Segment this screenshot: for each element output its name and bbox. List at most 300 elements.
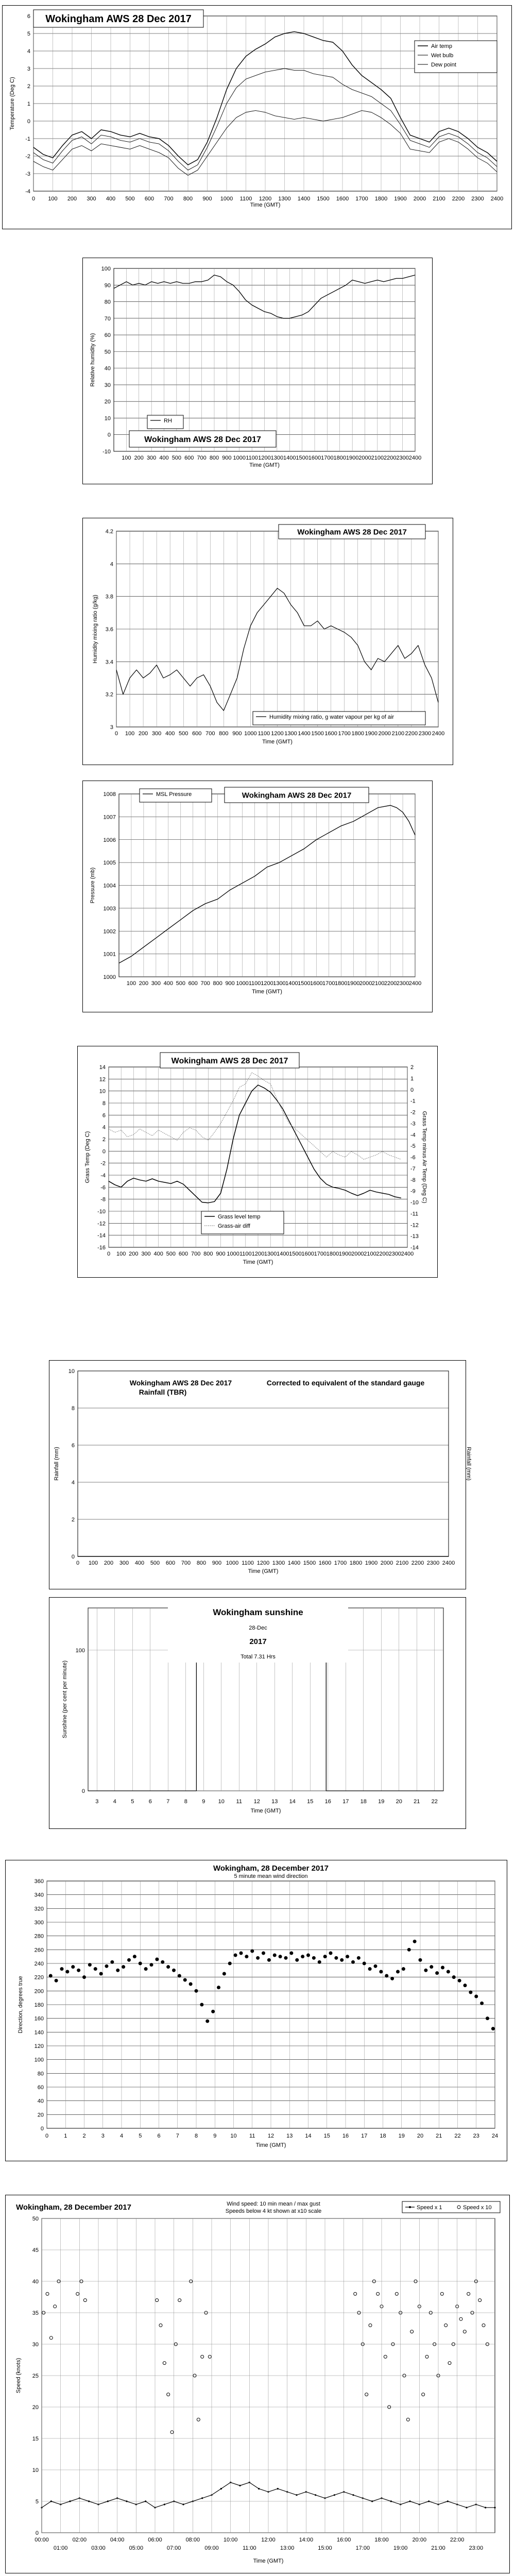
data-point <box>469 1991 472 1994</box>
x-tick-label: 17:00 <box>355 2545 370 2551</box>
chart-msl-pressure <box>83 781 433 1013</box>
y-right-tick-label: -10 <box>410 1199 419 1206</box>
data-point <box>435 1971 439 1975</box>
data-point <box>50 2500 52 2502</box>
data-point <box>145 2500 146 2502</box>
y-tick-label: -10 <box>102 449 111 455</box>
x-tick-label: 100 <box>116 1251 126 1257</box>
data-point <box>409 2500 410 2502</box>
data-point <box>250 1950 254 1953</box>
x-tick-label: 700 <box>181 1560 191 1566</box>
x-tick-label: 100 <box>125 731 135 737</box>
x-tick-label: 300 <box>146 455 157 461</box>
x-tick-label: 09:00 <box>204 2545 219 2551</box>
data-point <box>494 2507 495 2509</box>
y-tick-label: 4 <box>110 561 113 568</box>
x-tick-label: 2300 <box>388 1251 402 1257</box>
x-tick-label: 1800 <box>351 731 364 737</box>
data-point <box>166 1965 170 1969</box>
y-tick-label: 60 <box>37 2084 44 2091</box>
chart-title: Wokingham AWS 28 Dec 2017 <box>171 1056 288 1065</box>
x-tick-label: 2000 <box>380 1560 393 1566</box>
x-tick-label: 800 <box>213 980 222 987</box>
x-tick-label: 15 <box>307 1799 314 1805</box>
data-point <box>491 2027 495 2030</box>
y-tick-label: 4.2 <box>105 529 113 535</box>
x-tick-label: 400 <box>159 455 169 461</box>
y-right-tick-label: 2 <box>410 1064 414 1071</box>
legend-swatch <box>409 2206 411 2208</box>
data-point <box>474 1995 478 1998</box>
data-point <box>402 1967 405 1971</box>
x-tick-label: 1000 <box>244 731 257 737</box>
x-tick-label: 2000 <box>413 196 426 202</box>
chart-relative-humidity <box>83 258 433 485</box>
legend-label: Air temp <box>431 43 452 49</box>
x-tick-label: 1500 <box>303 1560 316 1566</box>
y-tick-label: 20 <box>37 2112 44 2119</box>
x-tick-label: 2400 <box>432 731 445 737</box>
y-tick-label: 5 <box>27 31 30 37</box>
x-tick-label: 1900 <box>338 1251 352 1257</box>
data-point <box>334 1956 338 1960</box>
x-tick-label: 1900 <box>346 455 359 461</box>
y-axis-label: Speed (knots) <box>15 2358 22 2394</box>
data-point <box>315 2494 316 2496</box>
y-tick-label: 340 <box>34 1892 44 1899</box>
y-tick-label: 240 <box>34 1961 44 1967</box>
data-point <box>222 1972 226 1976</box>
y-tick-label: 1000 <box>103 974 116 980</box>
x-tick-label: 1800 <box>333 455 346 461</box>
x-tick-label: 200 <box>104 1560 114 1566</box>
x-tick-label: 2000 <box>358 455 371 461</box>
x-tick-label: 500 <box>166 1251 176 1257</box>
data-point <box>428 2500 430 2502</box>
data-point <box>164 2504 165 2505</box>
y-tick-label: 15 <box>32 2436 39 2442</box>
x-tick-label: 04:00 <box>110 2537 125 2543</box>
y-tick-label: 5 <box>35 2499 39 2505</box>
y-tick-label: 1007 <box>103 814 116 821</box>
y-tick-label: 1003 <box>103 905 116 912</box>
data-point <box>65 1970 69 1974</box>
x-tick-label: 15 <box>323 2133 330 2139</box>
y-tick-label: 10 <box>104 415 111 422</box>
y-tick-label: 4 <box>102 1124 106 1131</box>
data-point <box>407 1948 411 1952</box>
x-tick-label: 300 <box>119 1560 129 1566</box>
x-tick-label: 900 <box>232 731 242 737</box>
x-tick-label: 13 <box>271 1799 278 1805</box>
x-tick-label: 23 <box>473 2133 479 2139</box>
y-tick-label: 100 <box>75 1647 85 1654</box>
x-tick-label: 17 <box>361 2133 368 2139</box>
x-tick-label: 21 <box>436 2133 442 2139</box>
y-tick-label: 0 <box>81 1788 85 1794</box>
data-point <box>447 2500 449 2502</box>
y-right-tick-label: -6 <box>410 1155 416 1161</box>
x-tick-label: 2200 <box>405 731 418 737</box>
data-point <box>201 2497 203 2499</box>
y-tick-label: 3.4 <box>105 659 113 666</box>
x-tick-label: 16 <box>342 2133 349 2139</box>
x-tick-label: 900 <box>216 1251 226 1257</box>
data-point <box>217 1986 220 1989</box>
y-tick-label: 45 <box>32 2247 39 2253</box>
y-tick-label: 14 <box>99 1064 106 1071</box>
x-tick-label: 800 <box>196 1560 207 1566</box>
x-tick-label: 3 <box>95 1799 99 1805</box>
x-axis-label: Time (GMT) <box>253 2558 284 2564</box>
chart-rain-panel <box>49 1360 472 1589</box>
x-tick-label: 20 <box>396 1799 402 1805</box>
x-tick-label: 2200 <box>376 1251 389 1257</box>
y-tick-label: -14 <box>97 1232 106 1239</box>
x-tick-label: 1400 <box>283 455 296 461</box>
y-tick-label: 360 <box>34 1878 44 1885</box>
data-point <box>447 1970 450 1974</box>
y-tick-label: 100 <box>34 2057 44 2063</box>
chart-grass-temperature <box>78 1046 438 1278</box>
y-right-tick-label: -8 <box>410 1177 416 1183</box>
legend-label: Grass level temp <box>218 1214 261 1220</box>
y-tick-label: 80 <box>37 2071 44 2077</box>
x-tick-label: 1800 <box>349 1560 363 1566</box>
x-tick-label: 14 <box>289 1799 296 1805</box>
x-tick-label: 1500 <box>298 980 311 987</box>
x-tick-label: 300 <box>151 980 161 987</box>
y-axis-label: Grass Temp (Deg C) <box>84 1131 91 1183</box>
x-tick-label: 1400 <box>297 196 311 202</box>
y-tick-label: 60 <box>104 332 111 339</box>
x-tick-label: 18 <box>360 1799 367 1805</box>
data-point <box>351 1960 355 1964</box>
x-tick-label: 1000 <box>220 196 233 202</box>
x-axis-label: Time (GMT) <box>249 462 280 468</box>
data-point <box>371 2500 373 2502</box>
y-right-tick-label: -14 <box>410 1245 419 1251</box>
data-point <box>390 2500 392 2502</box>
data-point <box>161 1960 164 1964</box>
x-tick-label: 1300 <box>272 1560 285 1566</box>
x-tick-label: 400 <box>106 196 116 202</box>
data-point <box>485 2507 486 2509</box>
x-tick-label: 10 <box>218 1799 225 1805</box>
x-tick-label: 200 <box>139 980 149 987</box>
data-point <box>77 1969 80 1972</box>
x-tick-label: 1600 <box>318 1560 332 1566</box>
y-tick-label: 50 <box>104 349 111 355</box>
x-tick-label: 1000 <box>236 980 249 987</box>
x-tick-label: 23:00 <box>469 2545 484 2551</box>
y-tick-label: -4 <box>100 1173 106 1179</box>
data-point <box>267 1958 271 1962</box>
x-tick-label: 200 <box>129 1251 139 1257</box>
x-tick-label: 900 <box>222 455 232 461</box>
data-point <box>139 1962 142 1965</box>
x-tick-label: 6 <box>157 2133 161 2139</box>
legend-label: RH <box>164 418 172 424</box>
x-tick-label: 13:00 <box>280 2545 295 2551</box>
x-tick-label: 900 <box>225 980 235 987</box>
data-point <box>69 2500 71 2502</box>
x-tick-label: 1600 <box>310 980 323 987</box>
x-tick-label: 100 <box>88 1560 98 1566</box>
x-tick-label: 0 <box>31 196 36 202</box>
x-tick-label: 06:00 <box>148 2537 162 2543</box>
x-tick-label: 1200 <box>261 980 273 987</box>
x-tick-label: 1500 <box>311 731 324 737</box>
data-point <box>144 1967 148 1971</box>
y-axis-label: Pressure (mb) <box>90 867 96 904</box>
data-point <box>279 1955 282 1958</box>
data-point <box>486 2016 489 2020</box>
x-tick-label: 2300 <box>396 980 409 987</box>
x-tick-label: 800 <box>203 1251 213 1257</box>
x-tick-label: 1800 <box>326 1251 339 1257</box>
x-tick-label: 0 <box>107 1251 111 1257</box>
x-tick-label: 1900 <box>365 731 378 737</box>
y-tick-label: 3.6 <box>105 626 113 633</box>
x-tick-label: 600 <box>188 980 198 987</box>
y-tick-label: -3 <box>25 171 30 177</box>
chart-title: Wokingham AWS 28 Dec 2017 <box>242 791 352 800</box>
legend-label: Humidity mixing ratio, g water vapour per kg of air <box>269 714 394 720</box>
data-point <box>452 1975 456 1979</box>
data-point <box>289 1952 293 1955</box>
x-tick-label: 400 <box>134 1560 145 1566</box>
x-tick-label: 19 <box>378 1799 385 1805</box>
legend-label: Speed x 10 <box>463 2205 492 2211</box>
data-point <box>107 2500 109 2502</box>
x-tick-label: 1700 <box>314 1251 327 1257</box>
data-point <box>116 1969 119 1972</box>
y-tick-label: 25 <box>32 2373 39 2379</box>
data-point <box>256 1956 260 1960</box>
y-tick-label: 0 <box>107 432 111 438</box>
data-point <box>55 1979 58 1982</box>
x-tick-label: 300 <box>141 1251 151 1257</box>
x-tick-label: 3 <box>101 2133 105 2139</box>
data-point <box>82 1975 86 1979</box>
y-tick-label: 100 <box>101 266 111 272</box>
legend-label: MSL Pressure <box>156 791 192 798</box>
x-tick-label: 1100 <box>242 1560 254 1566</box>
chart-rainfall <box>49 1361 472 1590</box>
x-tick-label: 400 <box>163 980 174 987</box>
data-point <box>258 2488 260 2489</box>
chart-pressure-panel <box>82 781 433 1012</box>
x-tick-label: 2300 <box>396 455 409 461</box>
data-point <box>385 1974 388 1978</box>
y-axis-label: Sunshine (per cent per minute) <box>62 1660 68 1739</box>
chart-subtitle-2: Speeds below 4 kt shown at x10 scale <box>225 2208 322 2214</box>
y-axis-label: Direction, degrees true <box>18 1976 24 2033</box>
x-tick-label: 2400 <box>442 1560 455 1566</box>
legend-label: Speed x 1 <box>417 2205 442 2211</box>
x-tick-label: 4 <box>113 1799 116 1805</box>
data-point <box>150 1963 153 1967</box>
x-tick-label: 1600 <box>324 731 337 737</box>
x-tick-label: 1500 <box>289 1251 302 1257</box>
data-point <box>178 1974 181 1978</box>
x-axis-label: Time (GMT) <box>250 202 281 208</box>
y-tick-label: 1005 <box>103 860 116 867</box>
x-tick-label: 1400 <box>285 980 298 987</box>
x-tick-label: 1100 <box>239 196 252 202</box>
data-point <box>155 1958 159 1961</box>
data-point <box>262 1952 265 1955</box>
x-tick-label: 18 <box>380 2133 386 2139</box>
y-tick-label: 1004 <box>103 883 116 889</box>
data-point <box>99 1972 103 1976</box>
y-tick-label: 35 <box>32 2310 39 2316</box>
x-tick-label: 1700 <box>321 455 334 461</box>
data-point <box>122 1965 125 1969</box>
data-point <box>88 2500 90 2502</box>
data-point <box>245 1955 248 1958</box>
x-tick-label: 10:00 <box>223 2537 238 2543</box>
data-point <box>312 1956 316 1960</box>
x-tick-label: 03:00 <box>91 2545 106 2551</box>
x-tick-label: 1100 <box>239 1251 252 1257</box>
chart-temperature-panel <box>2 5 512 229</box>
x-tick-label: 600 <box>184 455 194 461</box>
x-tick-label: 2200 <box>384 980 397 987</box>
x-tick-label: 07:00 <box>166 2545 181 2551</box>
x-tick-label: 1100 <box>258 731 270 737</box>
x-tick-label: 12 <box>267 2133 274 2139</box>
y-tick-label: 160 <box>34 2015 44 2022</box>
x-tick-label: 2400 <box>490 196 504 202</box>
x-tick-label: 21:00 <box>431 2545 445 2551</box>
y-tick-label: 10 <box>99 1088 106 1095</box>
x-tick-label: 500 <box>125 196 135 202</box>
data-point <box>323 1955 327 1958</box>
y-right-tick-label: -13 <box>410 1233 419 1240</box>
y-tick-label: 1002 <box>103 928 116 935</box>
x-tick-label: 1200 <box>251 1251 265 1257</box>
data-point <box>126 2500 127 2502</box>
y-right-tick-label: -7 <box>410 1165 416 1172</box>
data-point <box>183 1978 187 1982</box>
x-axis-label: Time (GMT) <box>250 1808 281 1814</box>
x-tick-label: 2400 <box>408 455 422 461</box>
x-tick-label: 700 <box>197 455 207 461</box>
chart-title: Wokingham AWS 28 Dec 2017 <box>45 13 192 25</box>
y-tick-label: 8 <box>71 1405 75 1412</box>
x-tick-label: 7 <box>176 2133 179 2139</box>
chart-note: Corrected to equivalent of the standard gauge <box>266 1379 425 1387</box>
x-tick-label: 1 <box>64 2133 67 2139</box>
chart-sunshine <box>49 1598 467 1829</box>
legend-label: Dew point <box>431 62 456 68</box>
y-tick-label: 3.8 <box>105 594 113 600</box>
chart-subtitle: Wind speed: 10 min mean / max gust <box>227 2201 320 2207</box>
y-tick-label: 3 <box>110 724 113 731</box>
chart-rh-panel <box>82 258 433 484</box>
data-point <box>340 1958 344 1962</box>
x-tick-label: 400 <box>165 731 175 737</box>
data-point <box>296 2494 297 2496</box>
x-tick-label: 1800 <box>374 196 388 202</box>
y-tick-label: 0 <box>102 1148 106 1155</box>
chart-wind-speed <box>6 2195 510 2574</box>
y-tick-label: 180 <box>34 2002 44 2008</box>
y-right-tick-label: -4 <box>410 1132 416 1139</box>
y-tick-label: 1006 <box>103 837 116 843</box>
data-point <box>301 1955 304 1958</box>
x-tick-label: 2000 <box>351 1251 364 1257</box>
x-axis-label: Time (GMT) <box>262 739 293 745</box>
x-tick-label: 600 <box>165 1560 176 1566</box>
x-tick-label: 900 <box>212 1560 222 1566</box>
x-tick-label: 2000 <box>359 980 372 987</box>
x-tick-label: 1600 <box>301 1251 314 1257</box>
x-tick-label: 08:00 <box>185 2537 200 2543</box>
x-tick-label: 1400 <box>287 1560 301 1566</box>
y-tick-label: 8 <box>102 1100 106 1107</box>
x-tick-label: 1400 <box>277 1251 289 1257</box>
x-tick-label: 16 <box>324 1799 331 1805</box>
y-tick-label: 40 <box>37 2098 44 2105</box>
x-tick-label: 6 <box>148 1799 152 1805</box>
y-right-tick-label: 0 <box>410 1087 414 1093</box>
y-tick-label: 50 <box>32 2216 39 2222</box>
y-tick-label: 4 <box>71 1480 75 1486</box>
x-tick-label: 1200 <box>259 196 272 202</box>
data-point <box>277 2488 279 2489</box>
x-tick-label: 1600 <box>336 196 349 202</box>
data-point <box>228 1962 232 1965</box>
y-tick-label: 10 <box>32 2467 39 2473</box>
data-point <box>205 2020 209 2023</box>
chart-year: 2017 <box>249 1637 267 1646</box>
y-tick-label: 90 <box>104 282 111 289</box>
y-tick-label: -8 <box>100 1196 106 1203</box>
x-tick-label: 2100 <box>371 455 384 461</box>
x-tick-label: 7 <box>166 1799 170 1805</box>
chart-grass-panel <box>77 1046 438 1278</box>
x-tick-label: 20:00 <box>412 2537 427 2543</box>
x-tick-label: 00:00 <box>35 2537 49 2543</box>
x-tick-label: 2300 <box>426 1560 440 1566</box>
y-tick-label: 120 <box>34 2043 44 2049</box>
y-right-tick-label: -1 <box>410 1098 416 1105</box>
y-tick-label: 80 <box>104 299 111 306</box>
data-point <box>357 1956 360 1960</box>
x-tick-label: 1600 <box>308 455 321 461</box>
x-tick-label: 10 <box>230 2133 237 2139</box>
data-point <box>318 1960 321 1964</box>
y-right-tick-label: 1 <box>410 1075 414 1082</box>
x-tick-label: 21 <box>414 1799 420 1805</box>
y-tick-label: 0 <box>40 2126 44 2132</box>
chart-title: Wokingham AWS 28 Dec 2017 <box>129 1379 232 1387</box>
chart-humidity-mixing-ratio <box>83 518 454 766</box>
y-axis-label: Relative humidity (%) <box>90 333 96 387</box>
x-tick-label: 22 <box>431 1799 438 1805</box>
x-tick-label: 500 <box>150 1560 160 1566</box>
x-tick-label: 1200 <box>271 731 284 737</box>
x-tick-label: 2100 <box>371 980 385 987</box>
x-tick-label: 01:00 <box>53 2545 68 2551</box>
x-tick-label: 2000 <box>378 731 391 737</box>
y-right-tick-label: -3 <box>410 1121 416 1127</box>
x-tick-label: 1300 <box>278 196 291 202</box>
x-tick-label: 2200 <box>452 196 465 202</box>
